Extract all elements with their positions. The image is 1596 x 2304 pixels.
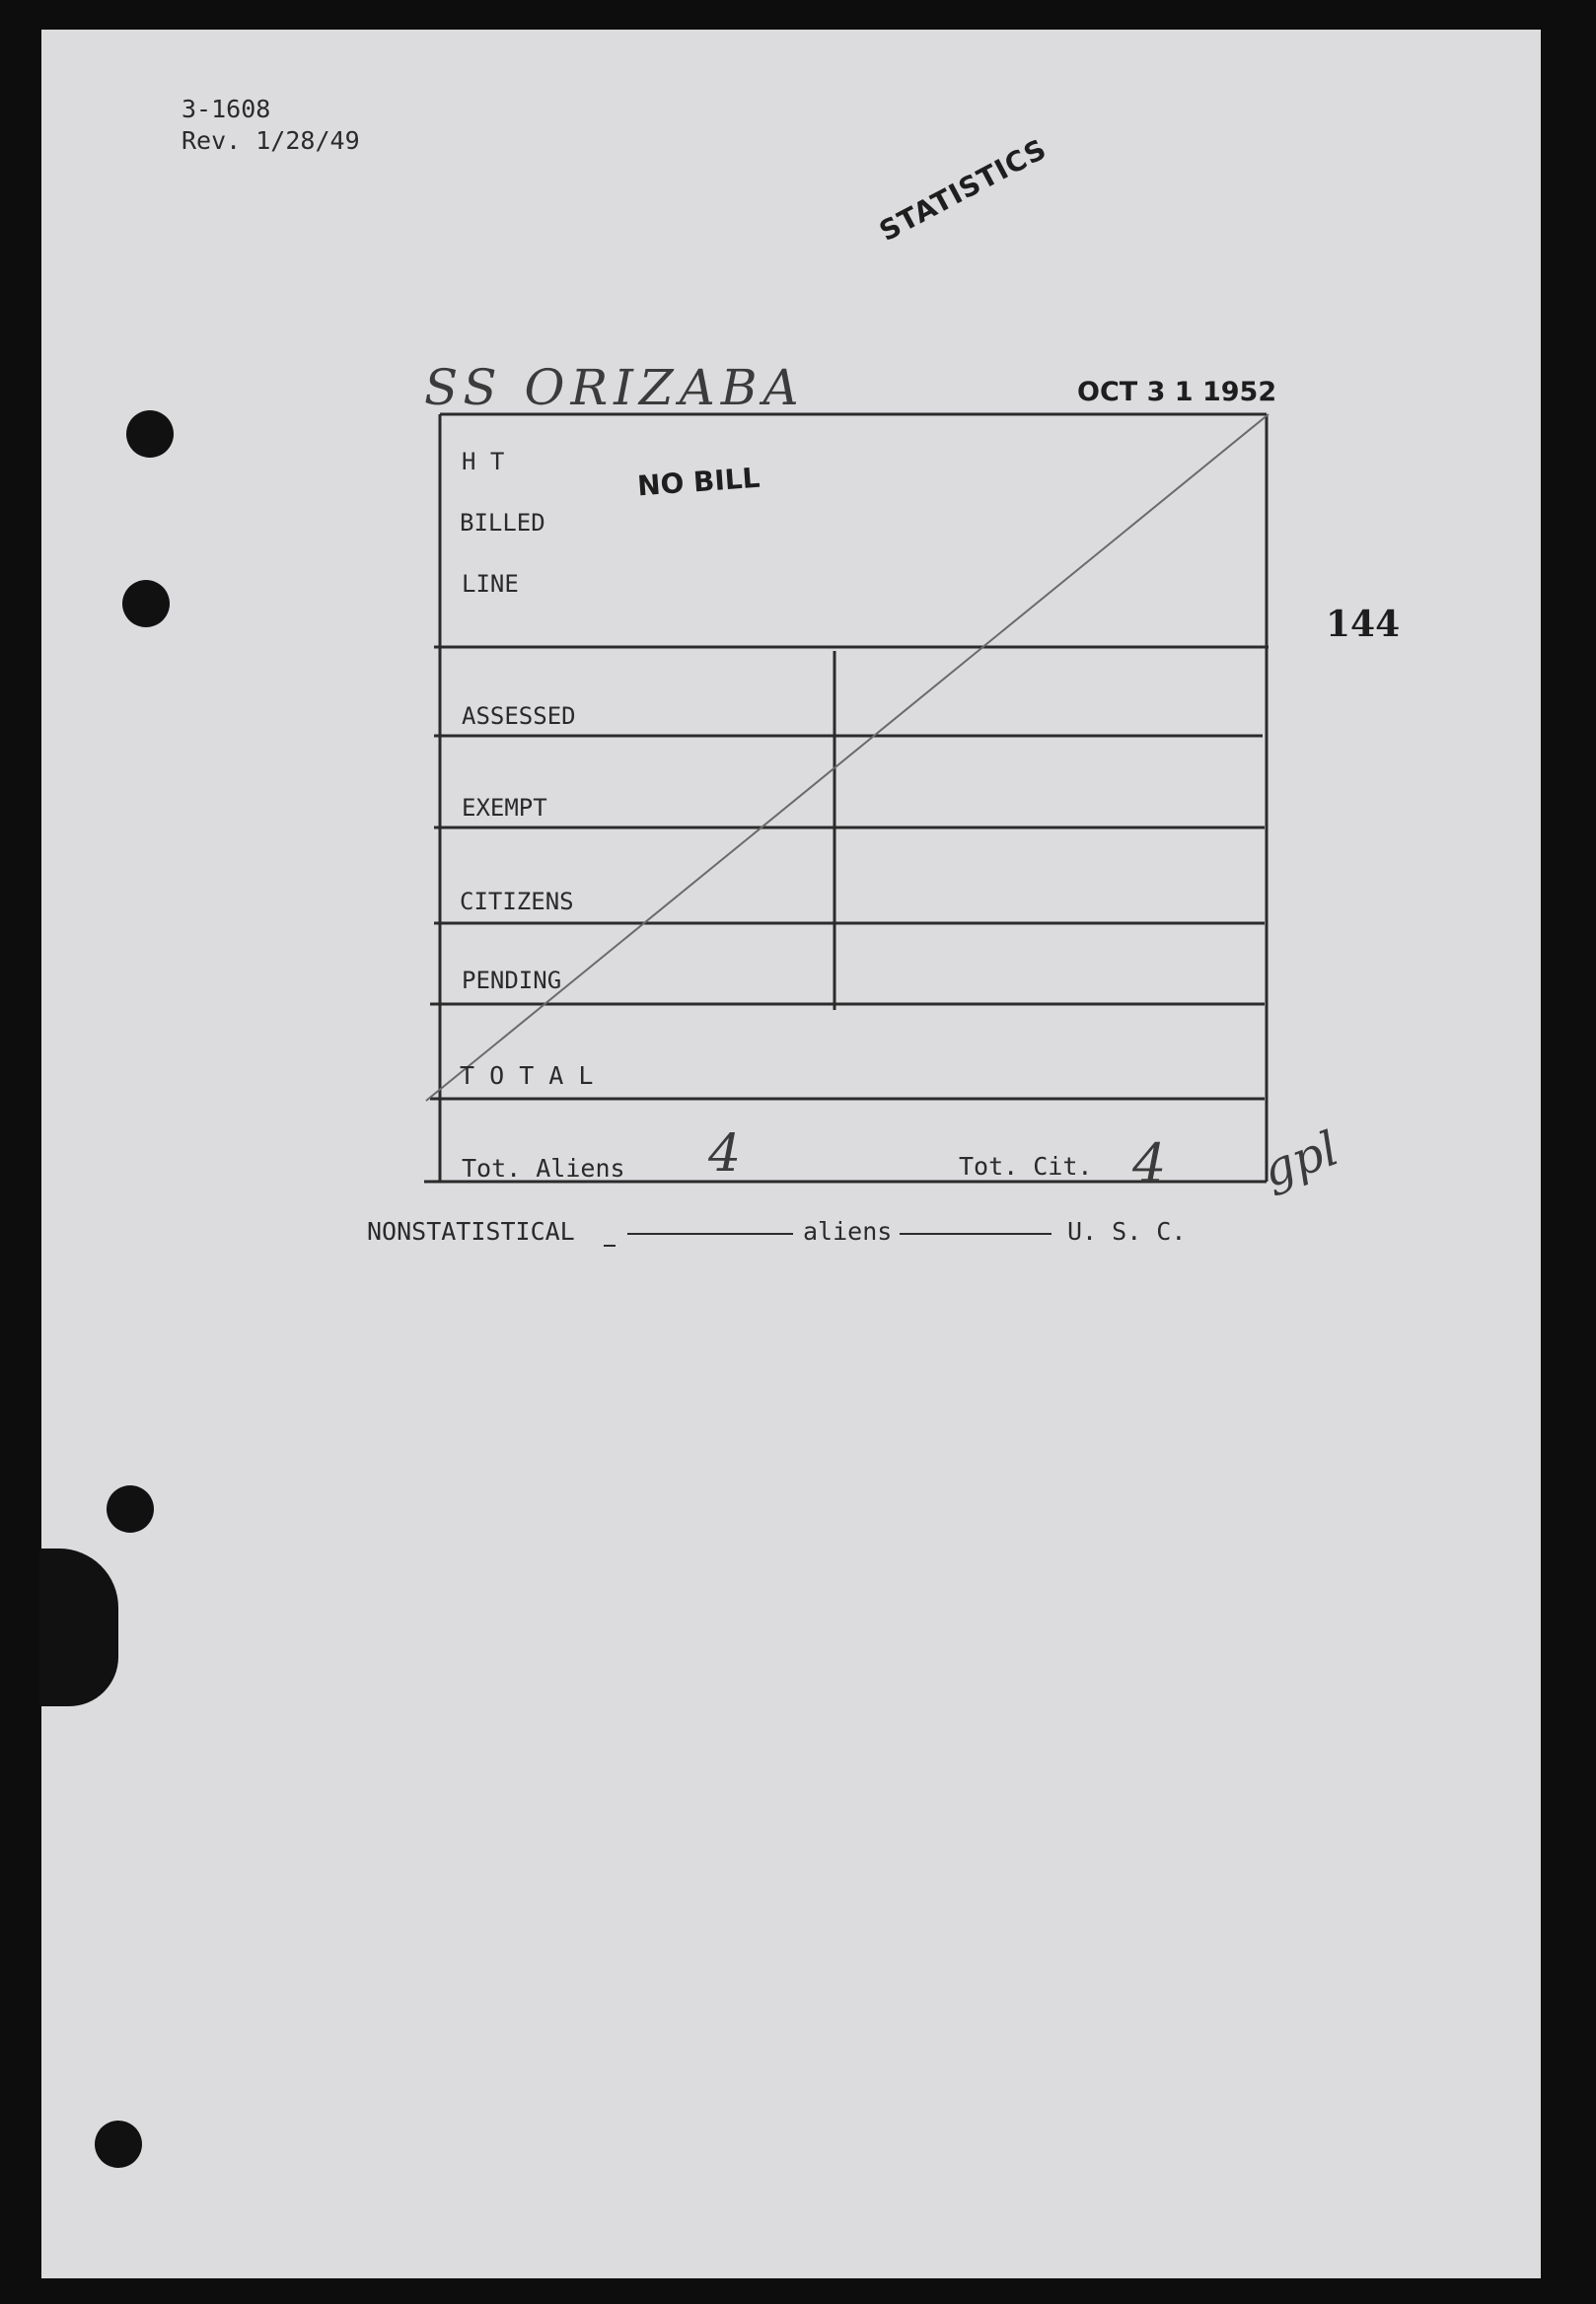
row-label-line: LINE <box>462 570 519 598</box>
row-label-pending: PENDING <box>462 967 562 994</box>
form-revision: Rev. 1/28/49 <box>181 126 360 155</box>
vessel-name: SS ORIZABA <box>424 359 805 416</box>
date-stamp: OCT 3 1 1952 <box>1077 377 1277 407</box>
tot-aliens-label: Tot. Aliens <box>462 1154 625 1183</box>
blank-line <box>627 1233 793 1235</box>
tot-cit-label: Tot. Cit. <box>959 1152 1093 1181</box>
row-label-billed: BILLED <box>460 509 545 537</box>
row-label-ht: H T <box>462 448 505 475</box>
initials: gpl <box>1255 1120 1346 1199</box>
usc-label: U. S. C. <box>1067 1217 1187 1246</box>
page-number: 144 <box>1326 604 1401 645</box>
statistics-stamp: STATISTICS <box>874 132 1052 249</box>
no-bill-stamp: NO BILL <box>636 461 762 503</box>
form-number: 3-1608 <box>181 95 271 123</box>
tot-cit-value: 4 <box>1132 1132 1167 1194</box>
blank-line <box>604 1245 616 1247</box>
row-label-exempt: EXEMPT <box>462 794 547 822</box>
row-label-assessed: ASSESSED <box>462 702 576 730</box>
blank-line <box>900 1233 1052 1235</box>
total-label: T O T A L <box>460 1061 594 1090</box>
tot-aliens-value: 4 <box>708 1124 742 1184</box>
row-label-citizens: CITIZENS <box>460 888 574 915</box>
nonstatistical-label: NONSTATISTICAL <box>367 1217 575 1246</box>
aliens-label: aliens <box>803 1217 893 1246</box>
